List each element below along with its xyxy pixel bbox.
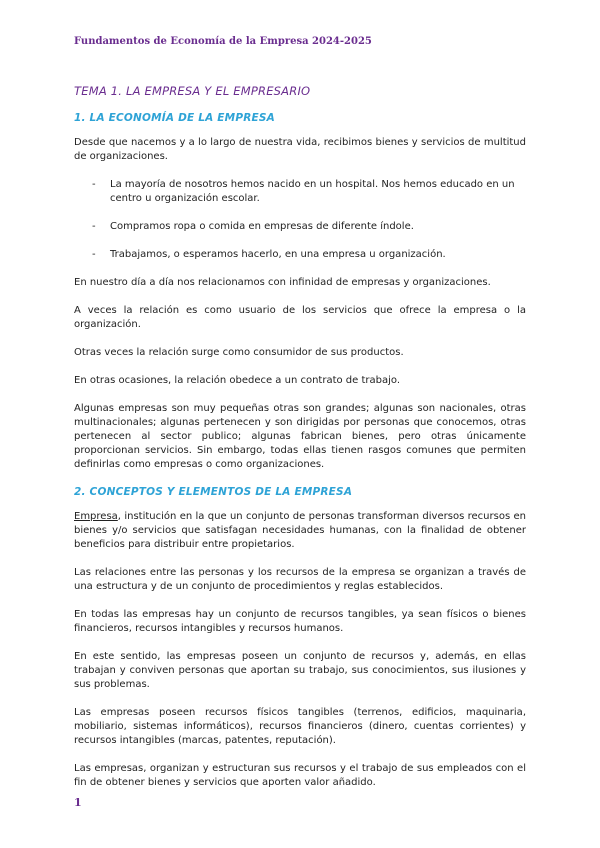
- paragraph: En otras ocasiones, la relación obedece a un contrato de trabajo.: [74, 375, 401, 386]
- bullet-list: [74, 178, 526, 262]
- paragraph: En todas las empresas hay un conjunto de recursos tangibles, ya sean físicos o bienes financieros, recursos intangibles y recursos humanos.: [74, 609, 526, 634]
- paragraph: En este sentido, las empresas poseen un conjunto de recursos y, además, en ellas trabajan y conviven personas que aportan su trabajo, sus conocimientos, sus ilusiones y sus problemas.: [74, 651, 526, 690]
- page-number: 1: [74, 796, 82, 809]
- section-1-intro: Desde que nacemos y a lo largo de nuestra vida, recibimos bienes y servicios de multitud de organizaciones.: [74, 137, 526, 162]
- section-2-title: 2. CONCEPTOS Y ELEMENTOS DE LA EMPRESA: [74, 486, 353, 498]
- paragraph: Otras veces la relación surge como consumidor de sus productos.: [74, 347, 404, 358]
- paragraph: Las relaciones entre las personas y los recursos de la empresa se organizan a través de una estructura y de un conjunto de procedimientos y reglas establecidos.: [74, 567, 526, 592]
- list-item: - Compramos ropa o comida en empresas de diferente índole.: [92, 221, 414, 232]
- section-1-title: 1. LA ECONOMÍA DE LA EMPRESA: [74, 112, 275, 124]
- running-header: Fundamentos de Economía de la Empresa 2024-2025: [74, 36, 372, 47]
- paragraph: Algunas empresas son muy pequeñas otras son grandes; algunas son nacionales, otras multinacionales; algunas pertenecen y son dirigidas por personas que conocemos, otras pertenecen al sector publico; algunas fabrican bienes, pero otras únicamente proporcionan servicios. Sin embargo, todas ellas tienen rasgos comunes que permiten definirlas como empresas o como organizaciones.: [74, 403, 526, 470]
- chapter-title: TEMA 1. LA EMPRESA Y EL EMPRESARIO: [74, 84, 311, 98]
- definition-paragraph: [74, 510, 526, 552]
- list-item-text: Compramos ropa o comida en empresas de diferente índole.: [110, 221, 414, 232]
- paragraph: En nuestro día a día nos relacionamos con infinidad de empresas y organizaciones.: [74, 277, 491, 288]
- page-content: [74, 84, 526, 804]
- paragraph: Las empresas poseen recursos físicos tangibles (terrenos, edificios, maquinaria, mobiliario, sistemas informáticos), recursos financieros (dinero, cuentas corrientes) y recursos intangibles (marcas, patentes, reputación).: [74, 707, 526, 746]
- paragraph: Las empresas, organizan y estructuran sus recursos y el trabajo de sus empleados con el fin de obtener bienes y servicios que aporten valor añadido.: [74, 763, 526, 788]
- definition-term: Empresa: [74, 511, 118, 522]
- list-item: - La mayoría de nosotros hemos nacido en un hospital. Nos hemos educado en un centro u organización escolar.: [92, 179, 515, 204]
- list-item-text: Trabajamos, o esperamos hacerlo, en una empresa u organización.: [110, 249, 446, 260]
- list-item: - Trabajamos, o esperamos hacerlo, en una empresa u organización.: [92, 249, 446, 260]
- list-item-text: La mayoría de nosotros hemos nacido en un hospital. Nos hemos educado en un centro u organización escolar.: [110, 179, 515, 204]
- definition-text: , institución en la que un conjunto de personas transforman diversos recursos en bienes y/o servicios que satisfagan necesidades humanas, con la finalidad de obtener beneficios para distribuir entre propietarios.: [74, 511, 526, 550]
- paragraph: A veces la relación es como usuario de los servicios que ofrece la empresa o la organización.: [74, 305, 526, 330]
